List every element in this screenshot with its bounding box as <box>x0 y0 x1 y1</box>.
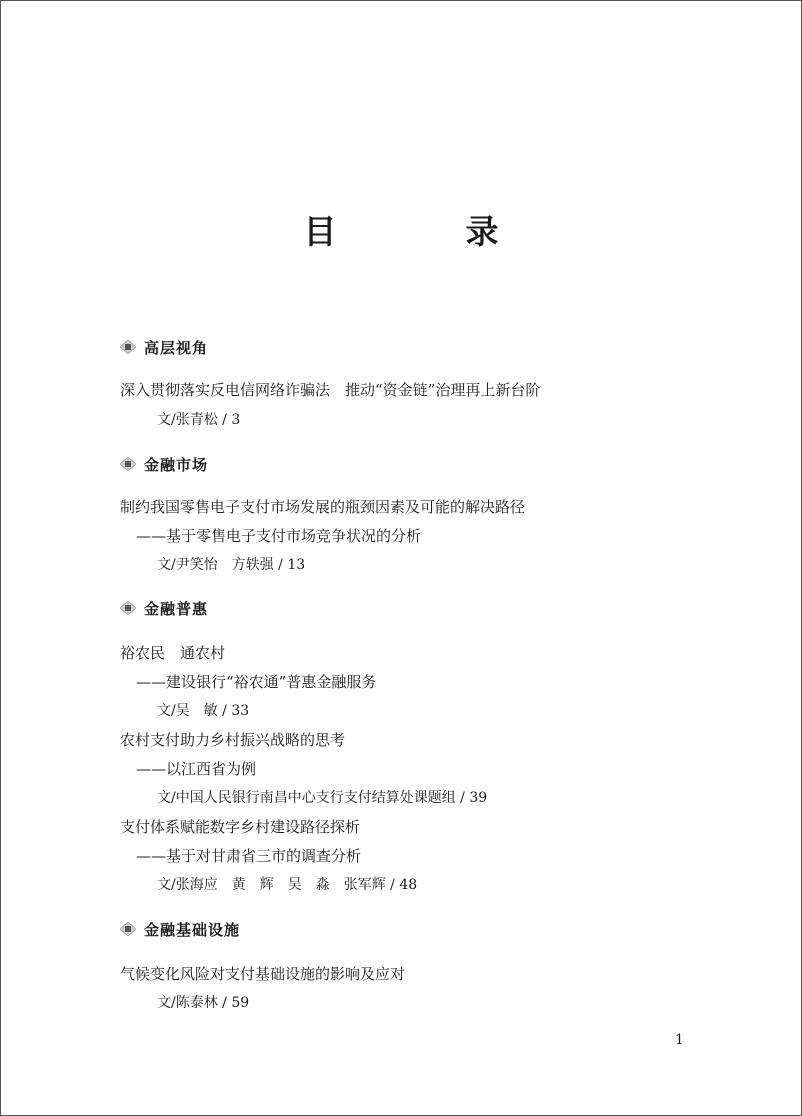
toc-entry-title[interactable]: 气候变化风险对支付基础设施的影响及应对 <box>120 965 406 983</box>
diamond-square-icon <box>120 922 136 936</box>
section-label: 金融基础设施 <box>144 920 241 939</box>
toc-entry-subtitle: ——基于对甘肃省三市的调查分析 <box>136 847 362 865</box>
section-header-high-level <box>120 335 208 359</box>
toc-entry-title[interactable]: 支付体系赋能数字乡村建设路径探析 <box>120 818 361 836</box>
diamond-square-icon <box>120 340 136 354</box>
toc-entry-author: 文/陈泰林 / 59 <box>157 995 250 1011</box>
diamond-square-icon <box>120 457 136 471</box>
toc-entry-author: 文/中国人民银行南昌中心支行支付结算处课题组 / 39 <box>157 790 488 806</box>
toc-entry-title[interactable]: 深入贯彻落实反电信网络诈骗法 推动“资金链”治理再上新台阶 <box>120 381 541 399</box>
toc-entry-author: 文/吴 敏 / 33 <box>157 703 250 719</box>
section-label: 金融市场 <box>144 455 209 474</box>
toc-entry-author: 文/张海应 黄 辉 吴 淼 张军辉 / 48 <box>157 877 418 893</box>
section-header-financial-infrastructure <box>120 917 240 941</box>
toc-entry-author: 文/尹笑怡 方轶强 / 13 <box>157 557 306 573</box>
section-label: 金融普惠 <box>144 599 209 618</box>
section-header-financial-market <box>120 452 208 476</box>
toc-entry-subtitle: ——建设银行“裕农通”普惠金融服务 <box>136 673 377 691</box>
toc-entry-title[interactable]: 裕农民 通农村 <box>120 644 226 662</box>
toc-entry-author: 文/张青松 / 3 <box>157 412 241 428</box>
toc-entry-title[interactable]: 制约我国零售电子支付市场发展的瓶颈因素及可能的解决路径 <box>120 498 526 516</box>
section-header-financial-inclusion <box>120 596 208 620</box>
toc-entry-title[interactable]: 农村支付助力乡村振兴战略的思考 <box>120 731 346 749</box>
section-label: 高层视角 <box>144 338 209 357</box>
diamond-square-icon <box>120 601 136 615</box>
page-title: 目 录 <box>303 212 547 251</box>
toc-entry-subtitle: ——基于零售电子支付市场竞争状况的分析 <box>136 527 422 545</box>
toc-entry-subtitle: ——以江西省为例 <box>136 760 257 778</box>
page-number: 1 <box>675 1032 684 1048</box>
